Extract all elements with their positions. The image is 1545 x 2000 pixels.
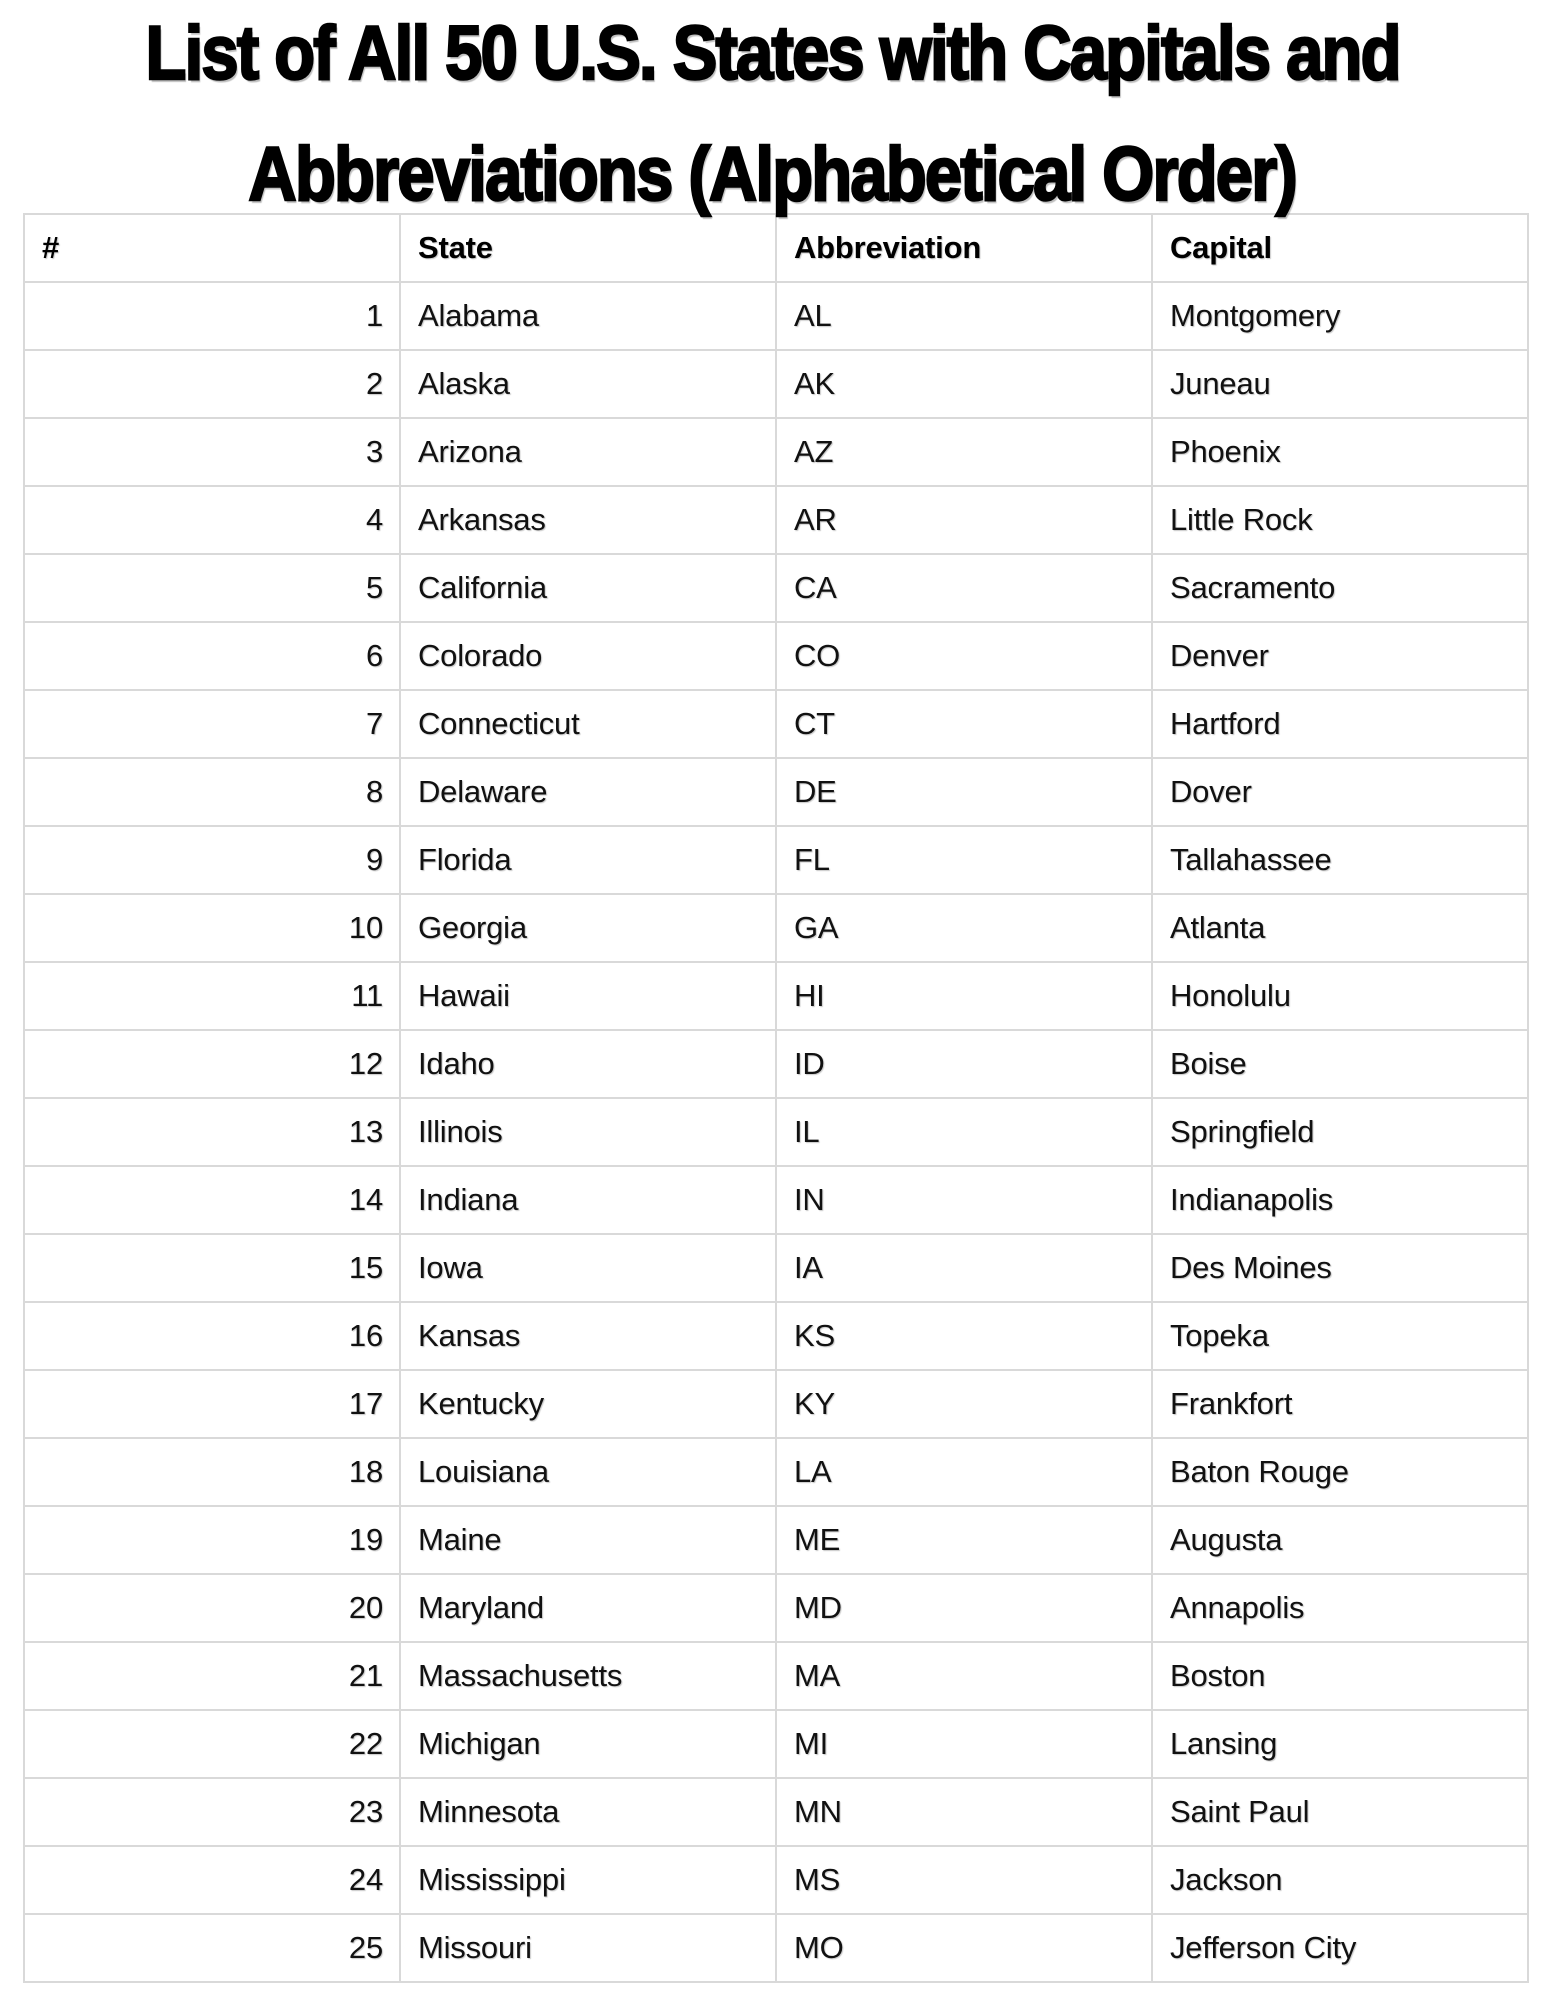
state-cell: Iowa: [400, 1234, 776, 1302]
table-row: [24, 690, 1528, 758]
abbreviation-cell: HI: [776, 962, 1152, 1030]
state-cell: Massachusetts: [400, 1642, 776, 1710]
state-cell: Minnesota: [400, 1778, 776, 1846]
table-row: [24, 1234, 1528, 1302]
abbreviation-cell: KY: [776, 1370, 1152, 1438]
table-row: [24, 826, 1528, 894]
table-row: [24, 350, 1528, 418]
row-number-cell: 17: [24, 1370, 400, 1438]
row-number-cell: 8: [24, 758, 400, 826]
capital-cell: Boston: [1152, 1642, 1528, 1710]
state-cell: Georgia: [400, 894, 776, 962]
row-number-cell: 15: [24, 1234, 400, 1302]
state-cell: Hawaii: [400, 962, 776, 1030]
capital-cell: Frankfort: [1152, 1370, 1528, 1438]
row-number-cell: 22: [24, 1710, 400, 1778]
column-header-state: State: [400, 214, 776, 282]
abbreviation-cell: MN: [776, 1778, 1152, 1846]
row-number-cell: 11: [24, 962, 400, 1030]
capital-cell: Jefferson City: [1152, 1914, 1528, 1982]
row-number-cell: 16: [24, 1302, 400, 1370]
column-header-capital: Capital: [1152, 214, 1528, 282]
abbreviation-cell: MA: [776, 1642, 1152, 1710]
column-header-abbreviation: Abbreviation: [776, 214, 1152, 282]
capital-cell: Juneau: [1152, 350, 1528, 418]
page-title-line-1-text: List of All 50 U.S. States with Capitals and: [145, 11, 1400, 96]
row-number-cell: 5: [24, 554, 400, 622]
capital-cell: Jackson: [1152, 1846, 1528, 1914]
state-cell: Florida: [400, 826, 776, 894]
state-cell: California: [400, 554, 776, 622]
table-row: [24, 1166, 1528, 1234]
state-cell: Idaho: [400, 1030, 776, 1098]
capital-cell: Montgomery: [1152, 282, 1528, 350]
capital-cell: Indianapolis: [1152, 1166, 1528, 1234]
page-title-line-1: [0, 4, 1545, 125]
column-header-number: #: [24, 214, 400, 282]
abbreviation-cell: MO: [776, 1914, 1152, 1982]
abbreviation-cell: AK: [776, 350, 1152, 418]
table-row: [24, 758, 1528, 826]
table-row: [24, 486, 1528, 554]
abbreviation-cell: IA: [776, 1234, 1152, 1302]
state-cell: Maryland: [400, 1574, 776, 1642]
table-row: [24, 1846, 1528, 1914]
capital-cell: Boise: [1152, 1030, 1528, 1098]
row-number-cell: 13: [24, 1098, 400, 1166]
abbreviation-cell: CO: [776, 622, 1152, 690]
table-row: [24, 1302, 1528, 1370]
table-row: [24, 418, 1528, 486]
table-row: [24, 1574, 1528, 1642]
row-number-cell: 14: [24, 1166, 400, 1234]
state-cell: Alaska: [400, 350, 776, 418]
table-row: [24, 1438, 1528, 1506]
state-cell: Louisiana: [400, 1438, 776, 1506]
state-cell: Arizona: [400, 418, 776, 486]
state-cell: Alabama: [400, 282, 776, 350]
abbreviation-cell: IL: [776, 1098, 1152, 1166]
state-cell: Colorado: [400, 622, 776, 690]
abbreviation-cell: ID: [776, 1030, 1152, 1098]
page-title: [0, 0, 1545, 217]
capital-cell: Springfield: [1152, 1098, 1528, 1166]
table-row: [24, 1098, 1528, 1166]
capital-cell: Atlanta: [1152, 894, 1528, 962]
row-number-cell: 23: [24, 1778, 400, 1846]
state-cell: Arkansas: [400, 486, 776, 554]
abbreviation-cell: GA: [776, 894, 1152, 962]
capital-cell: Sacramento: [1152, 554, 1528, 622]
abbreviation-cell: LA: [776, 1438, 1152, 1506]
row-number-cell: 25: [24, 1914, 400, 1982]
table-row: [24, 622, 1528, 690]
capital-cell: Des Moines: [1152, 1234, 1528, 1302]
table-row: [24, 1914, 1528, 1982]
row-number-cell: 20: [24, 1574, 400, 1642]
states-table: [23, 213, 1529, 1983]
table-row: [24, 1506, 1528, 1574]
capital-cell: Honolulu: [1152, 962, 1528, 1030]
row-number-cell: 7: [24, 690, 400, 758]
abbreviation-cell: AR: [776, 486, 1152, 554]
abbreviation-cell: FL: [776, 826, 1152, 894]
state-cell: Connecticut: [400, 690, 776, 758]
capital-cell: Tallahassee: [1152, 826, 1528, 894]
page-title-line-2-text: Abbreviations (Alphabetical Order): [248, 132, 1297, 217]
capital-cell: Annapolis: [1152, 1574, 1528, 1642]
capital-cell: Dover: [1152, 758, 1528, 826]
abbreviation-cell: IN: [776, 1166, 1152, 1234]
table-row: [24, 962, 1528, 1030]
row-number-cell: 9: [24, 826, 400, 894]
abbreviation-cell: MS: [776, 1846, 1152, 1914]
abbreviation-cell: DE: [776, 758, 1152, 826]
state-cell: Mississippi: [400, 1846, 776, 1914]
row-number-cell: 4: [24, 486, 400, 554]
state-cell: Maine: [400, 1506, 776, 1574]
row-number-cell: 21: [24, 1642, 400, 1710]
row-number-cell: 6: [24, 622, 400, 690]
table-row: [24, 1710, 1528, 1778]
capital-cell: Phoenix: [1152, 418, 1528, 486]
state-cell: Illinois: [400, 1098, 776, 1166]
state-cell: Indiana: [400, 1166, 776, 1234]
page-title-line-2: [0, 125, 1545, 246]
table-row: [24, 554, 1528, 622]
abbreviation-cell: AZ: [776, 418, 1152, 486]
row-number-cell: 24: [24, 1846, 400, 1914]
capital-cell: Augusta: [1152, 1506, 1528, 1574]
state-cell: Michigan: [400, 1710, 776, 1778]
state-cell: Kansas: [400, 1302, 776, 1370]
capital-cell: Topeka: [1152, 1302, 1528, 1370]
row-number-cell: 1: [24, 282, 400, 350]
capital-cell: Denver: [1152, 622, 1528, 690]
row-number-cell: 12: [24, 1030, 400, 1098]
abbreviation-cell: ME: [776, 1506, 1152, 1574]
table-row: [24, 282, 1528, 350]
row-number-cell: 3: [24, 418, 400, 486]
abbreviation-cell: MI: [776, 1710, 1152, 1778]
abbreviation-cell: CT: [776, 690, 1152, 758]
capital-cell: Little Rock: [1152, 486, 1528, 554]
capital-cell: Hartford: [1152, 690, 1528, 758]
state-cell: Missouri: [400, 1914, 776, 1982]
table-row: [24, 1778, 1528, 1846]
capital-cell: Baton Rouge: [1152, 1438, 1528, 1506]
row-number-cell: 2: [24, 350, 400, 418]
abbreviation-cell: KS: [776, 1302, 1152, 1370]
capital-cell: Lansing: [1152, 1710, 1528, 1778]
state-cell: Kentucky: [400, 1370, 776, 1438]
row-number-cell: 19: [24, 1506, 400, 1574]
table-row: [24, 1030, 1528, 1098]
row-number-cell: 10: [24, 894, 400, 962]
table-body: [24, 282, 1528, 1982]
state-cell: Delaware: [400, 758, 776, 826]
table-row: [24, 1370, 1528, 1438]
abbreviation-cell: CA: [776, 554, 1152, 622]
abbreviation-cell: AL: [776, 282, 1152, 350]
table-row: [24, 1642, 1528, 1710]
table-row: [24, 894, 1528, 962]
row-number-cell: 18: [24, 1438, 400, 1506]
abbreviation-cell: MD: [776, 1574, 1152, 1642]
capital-cell: Saint Paul: [1152, 1778, 1528, 1846]
